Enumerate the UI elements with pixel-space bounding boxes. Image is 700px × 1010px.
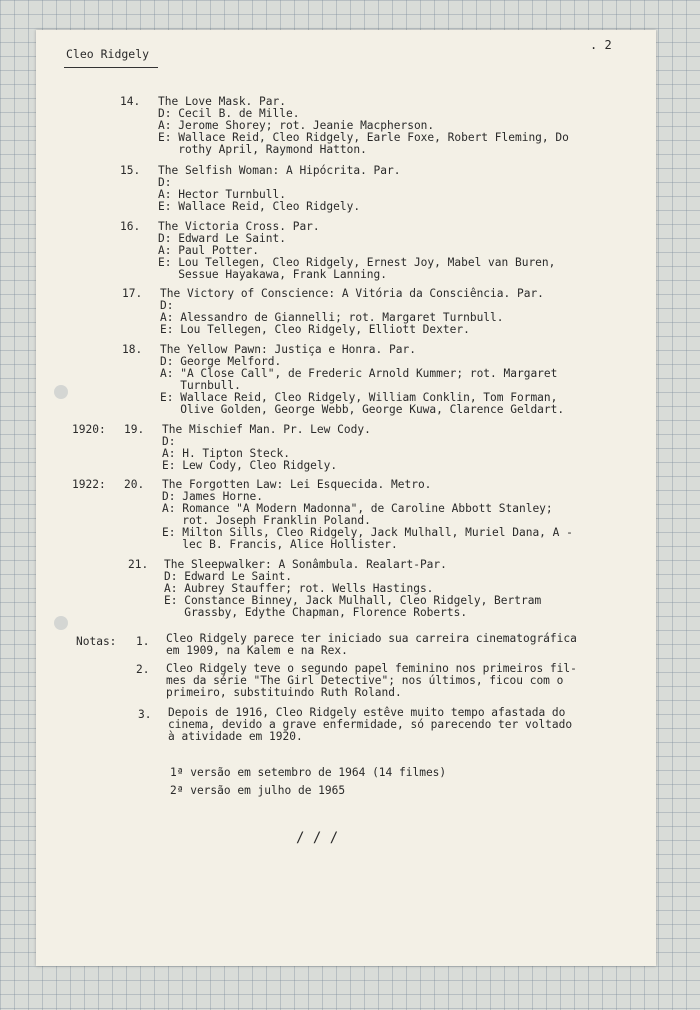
notes-label: Notas: xyxy=(76,635,117,648)
entry-line: A: Paul Potter. xyxy=(158,244,260,257)
entry-number: 17. xyxy=(122,287,143,300)
entry-line: The Love Mask. Par. xyxy=(158,95,286,108)
entry-line: Olive Golden, George Webb, George Kuwa, Clarence Geldart. xyxy=(160,403,565,416)
entry-line: lec B. Francis, Alice Hollister. xyxy=(162,538,398,551)
entry-line: rot. Joseph Franklin Poland. xyxy=(162,514,371,527)
end-mark: / / / xyxy=(296,830,339,846)
entry-line: A: H. Tipton Steck. xyxy=(162,447,290,460)
entry-number: 16. xyxy=(120,220,141,233)
note-line: mes da série "The Girl Detective"; nos últimos, ficou com o xyxy=(166,674,564,687)
entry-number: 15. xyxy=(120,164,141,177)
entry-line: The Victoria Cross. Par. xyxy=(158,220,320,233)
entry-line: D: xyxy=(158,176,172,189)
page-title: Cleo Ridgely xyxy=(66,47,150,61)
note-line: Depois de 1916, Cleo Ridgely estêve muito tempo afastada do xyxy=(168,706,566,719)
title-underline xyxy=(64,67,158,68)
entry-line: E: Lew Cody, Cleo Ridgely. xyxy=(162,459,338,472)
entry-number: 18. xyxy=(122,343,143,356)
entry-line: The Selfish Woman: A Hipócrita. Par. xyxy=(158,164,401,177)
note-line: cinema, devido a grave enfermidade, só parecendo ter voltado xyxy=(168,718,573,731)
entry-line: The Yellow Pawn: Justiça e Honra. Par. xyxy=(160,343,416,356)
entry-line: The Forgotten Law: Lei Esquecida. Metro. xyxy=(162,478,432,491)
entry-year: 1922: xyxy=(72,478,106,491)
entry-line: A: Aubrey Stauffer; rot. Wells Hastings. xyxy=(164,582,434,595)
entry-line: A: Romance "A Modern Madonna", de Caroline Abbott Stanley; xyxy=(162,502,553,515)
entry-line: E: Lou Tellegen, Cleo Ridgely, Ernest Joy, Mabel van Buren, xyxy=(158,256,556,269)
entry-line: E: Lou Tellegen, Cleo Ridgely, Elliott Dexter. xyxy=(160,323,470,336)
entry-line: A: Alessandro de Giannelli; rot. Margaret Turnbull. xyxy=(160,311,504,324)
punch-hole xyxy=(54,385,68,399)
note-line: à atividade em 1920. xyxy=(168,730,303,743)
entry-line: D: James Horne. xyxy=(162,490,264,503)
entry-number: 21. xyxy=(128,558,149,571)
note-line: em 1909, na Kalem e na Rex. xyxy=(166,644,348,657)
entry-line: Grassby, Edythe Chapman, Florence Roberts. xyxy=(164,606,468,619)
entry-line: D: xyxy=(162,435,176,448)
note-line: Cleo Ridgely teve o segundo papel feminino nos primeiros fil- xyxy=(166,662,577,675)
entry-line: D: Edward Le Saint. xyxy=(158,232,286,245)
note-number: 2. xyxy=(136,663,150,676)
punch-hole xyxy=(54,616,68,630)
entry-line: D: xyxy=(160,299,174,312)
entry-line: E: Milton Sills, Cleo Ridgely, Jack Mulhall, Muriel Dana, A - xyxy=(162,526,573,539)
entry-year: 1920: xyxy=(72,423,106,436)
entry-line: The Victory of Conscience: A Vitória da Consciência. Par. xyxy=(160,287,544,300)
entry-line: Turnbull. xyxy=(160,379,241,392)
version-line: 1ª versão em setembro de 1964 (14 filmes) xyxy=(170,766,447,779)
page-number: . 2 xyxy=(590,38,612,52)
entry-line: rothy April, Raymond Hatton. xyxy=(158,143,367,156)
version-line: 2ª versão em julho de 1965 xyxy=(170,784,346,797)
entry-line: A: Jerome Shorey; rot. Jeanie Macpherson. xyxy=(158,119,435,132)
entry-number: 20. xyxy=(124,478,145,491)
entry-line: E: Wallace Reid, Cleo Ridgely. xyxy=(158,200,361,213)
entry-line: D: Cecil B. de Mille. xyxy=(158,107,300,120)
entry-line: The Sleepwalker: A Sonâmbula. Realart-Par. xyxy=(164,558,447,571)
entry-number: 19. xyxy=(124,423,145,436)
entry-line: A: "A Close Call", de Frederic Arnold Kummer; rot. Margaret xyxy=(160,367,558,380)
note-number: 1. xyxy=(136,635,150,648)
entry-line: E: Wallace Reid, Cleo Ridgely, William Conklin, Tom Forman, xyxy=(160,391,558,404)
entry-line: D: Edward Le Saint. xyxy=(164,570,292,583)
entry-line: The Mischief Man. Pr. Lew Cody. xyxy=(162,423,371,436)
entry-line: Sessue Hayakawa, Frank Lanning. xyxy=(158,268,388,281)
entry-number: 14. xyxy=(120,95,141,108)
entry-line: A: Hector Turnbull. xyxy=(158,188,286,201)
note-line: Cleo Ridgely parece ter iniciado sua carreira cinematográfica xyxy=(166,632,577,645)
note-line: primeiro, substituindo Ruth Roland. xyxy=(166,686,402,699)
note-number: 3. xyxy=(138,708,152,721)
entry-line: E: Constance Binney, Jack Mulhall, Cleo Ridgely, Bertram xyxy=(164,594,542,607)
entry-line: D: George Melford. xyxy=(160,355,282,368)
entry-line: E: Wallace Reid, Cleo Ridgely, Earle Foxe, Robert Fleming, Do xyxy=(158,131,569,144)
